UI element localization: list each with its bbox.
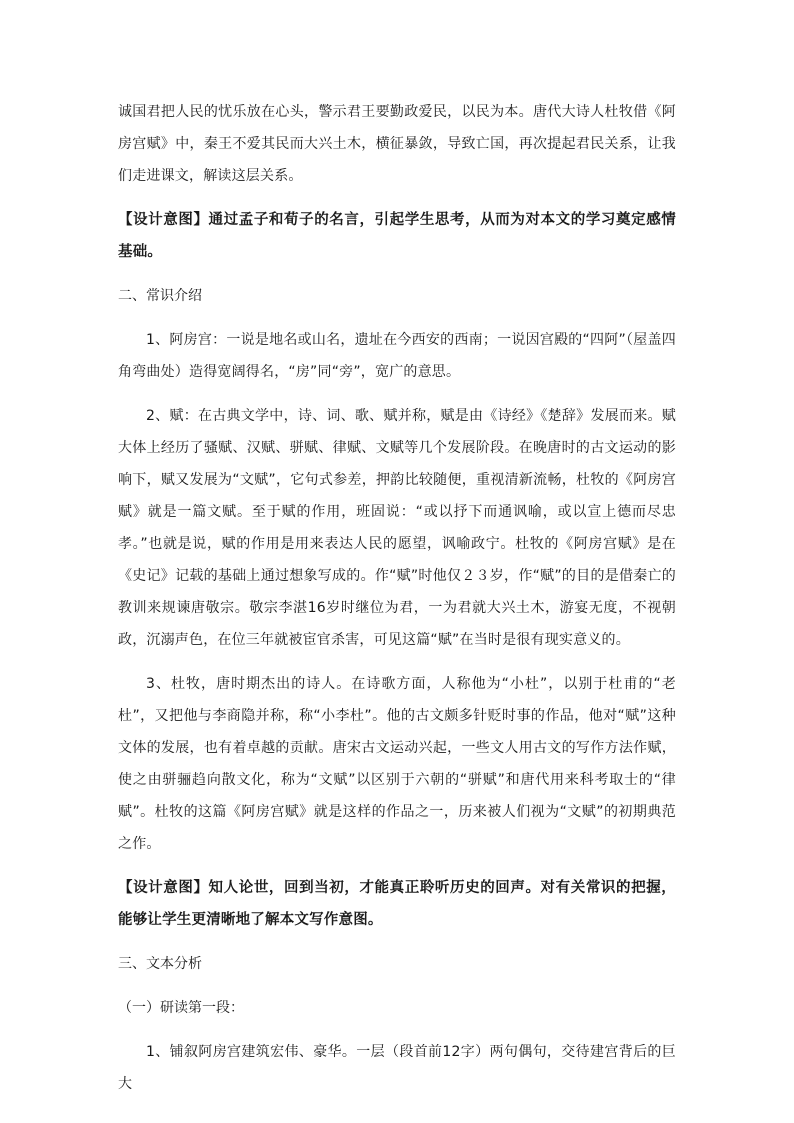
design-intent-1: 【设计意图】通过孟子和荀子的名言，引起学生思考，从而为对本文的学习奠定感情基础。 — [118, 212, 676, 260]
knowledge-item-2: 2、赋：在古典文学中，诗、词、歌、赋并称，赋是由《诗经》《楚辞》发展而来。赋大体上经历了骚赋、汉赋、骈赋、律赋、文赋等几个发展阶段。在晚唐时的古文运动的影响下，赋又发展为“文赋”，它句式参差，押韵比较随便，重视清新流畅，杜牧的《阿房宫赋》就是一篇文赋。至于赋的作用，班固说：“或以抒下而通讽喻，或以宣上德而尽忠孝。”也就是说，赋的作用是用来表达人民的愿望，讽喻政宁。杜牧的《阿房宫赋》是在《史记》记载的基础上通过想象写成的。作“赋”时他仅２３岁，作“赋”的目的是借秦亡的教训来规谏唐敬宗。敬宗李湛16岁时继位为君，一为君就大兴土木，游宴无度，不视朝政，沉溺声色，在位三年就被宦官杀害，可见这篇“赋”在当时是很有现实意义的。 — [118, 408, 676, 648]
section-heading-text-analysis: 三、文本分析 — [118, 956, 202, 972]
subsection-heading-para-1: （一）研读第一段： — [118, 1000, 244, 1016]
section-heading-common-knowledge: 二、常识介绍 — [118, 288, 202, 304]
analysis-item-1: 1、铺叙阿房宫建筑宏伟、豪华。一层（段首前12字）两句偶句，交待建宫背后的巨大 — [118, 1044, 676, 1092]
knowledge-item-3: 3、杜牧，唐时期杰出的诗人。在诗歌方面，人称他为“小杜”，以别于杜甫的“老杜”，又把他与李商隐并称，称“小李杜”。他的古文颇多针贬时事的作品，他对“赋”这种文体的发展，也有着卓越的贡献。唐宋古文运动兴起，一些文人用古文的写作方法作赋，使之由骈骊趋向散文化，称为“文赋”以区别于六朝的“骈赋”和唐代用来科考取士的“律赋”。杜牧的这篇《阿房宫赋》就是这样的作品之一，历来被人们视为“文赋”的初期典范之作。 — [118, 676, 676, 852]
intro-paragraph: 诚国君把人民的忧乐放在心头，警示君王要勤政爱民，以民为本。唐代大诗人杜牧借《阿房宫赋》中，秦王不爱其民而大兴土木，横征暴敛，导致亡国，再次提起君民关系，让我们走进课文，解读这层关系。 — [118, 104, 676, 184]
design-intent-2: 【设计意图】知人论世，回到当初，才能真正聆听历史的回声。对有关常识的把握，能够让学生更清晰地了解本文写作意图。 — [118, 880, 676, 928]
knowledge-item-1: 1、阿房宫：一说是地名或山名，遗址在今西安的西南；一说因宫殿的“四阿”（屋盖四角弯曲处）造得宽阔得名，“房”同“旁”，宽广的意思。 — [118, 332, 676, 380]
